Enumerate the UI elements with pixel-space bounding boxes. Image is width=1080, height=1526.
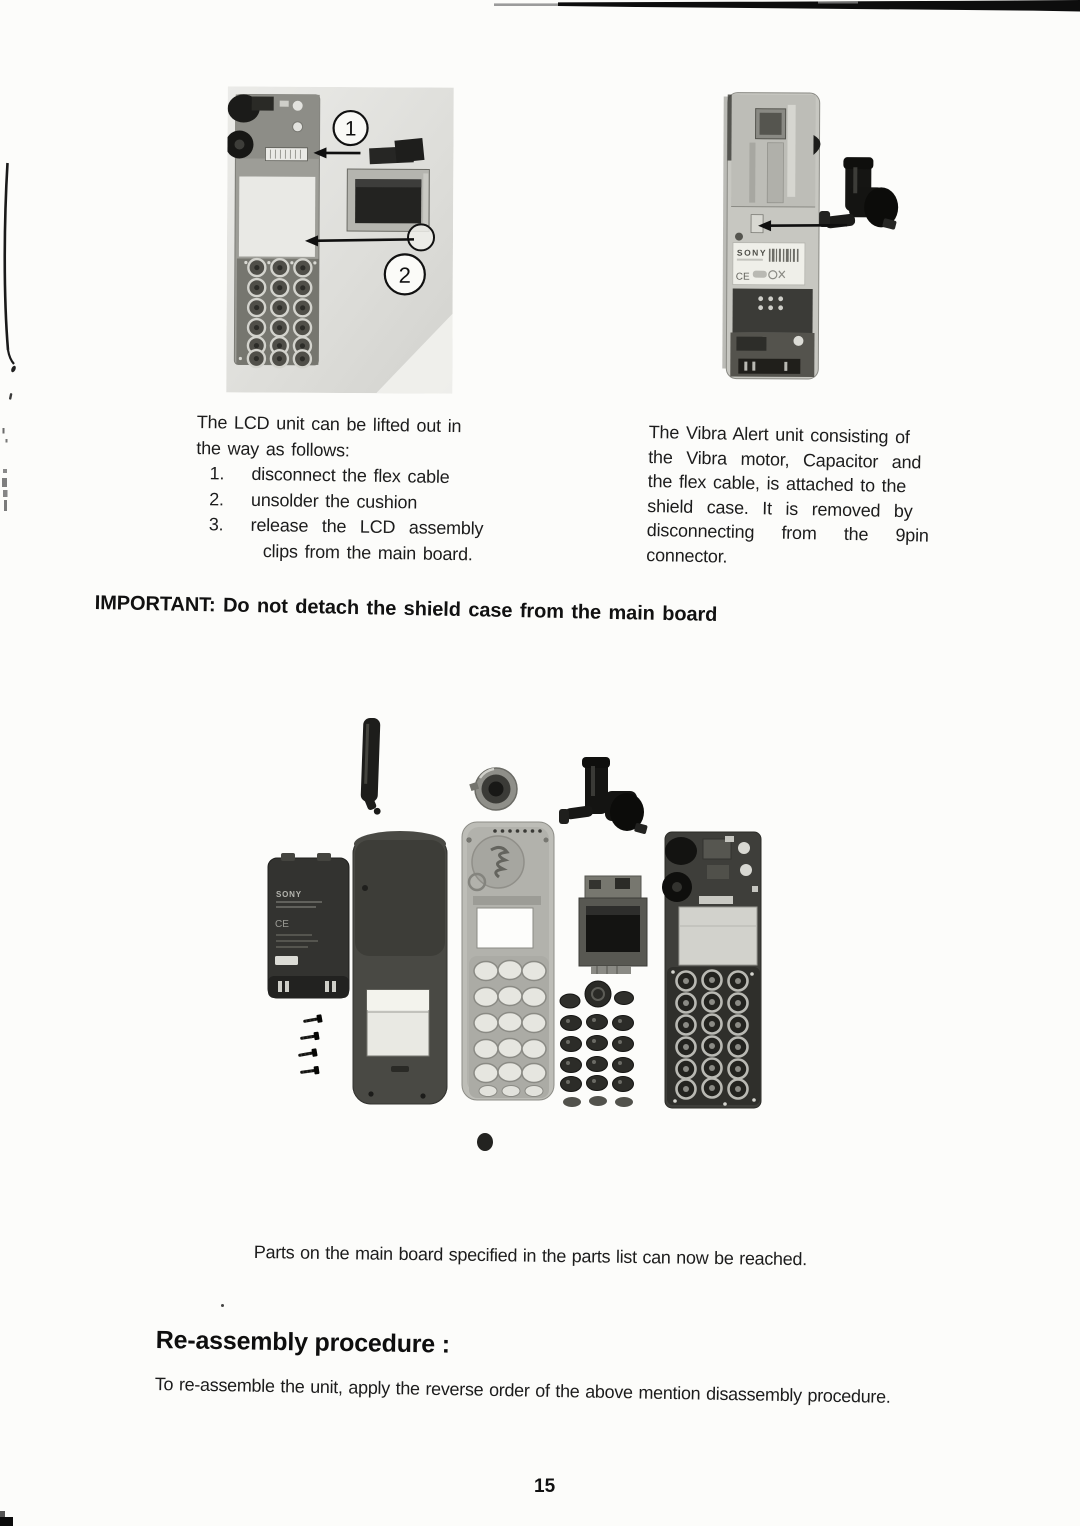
lcd-module [579, 876, 647, 974]
keypad-buttons [560, 981, 634, 1107]
important-note: IMPORTANT: Do not detach the shield case from the main board [94, 592, 718, 626]
front-housing [462, 822, 554, 1151]
callout-1-number: 1 [344, 117, 357, 141]
reassembly-body: To re-assemble the unit, apply the reverse order of the above mention disassembly procedure. [154, 1374, 891, 1407]
brand-text: SONY [736, 247, 768, 258]
battery [268, 853, 349, 998]
speaker [469, 768, 517, 810]
battery-brand-text: SONY [276, 890, 302, 899]
scan-top-edge-artifact [488, 0, 1080, 14]
barcode [769, 249, 799, 262]
lcd-vacated-area [239, 176, 315, 256]
page-number: 15 [534, 1476, 556, 1497]
screws [298, 1014, 323, 1076]
shield-case [679, 907, 757, 965]
ce-mark: CE [735, 271, 750, 283]
flex-cable-connector [265, 148, 307, 161]
lcd-removal-photo [226, 86, 454, 393]
lcd-removal-caption: The LCD unit can be lifted out in the way as follows: 1. disconnect the flex cable 2. unsolder the cushion 3. release the LCD assembly clips from the main board. [194, 411, 484, 564]
vibra-alert-photo [696, 86, 938, 387]
main-board [662, 832, 761, 1108]
battery-bay [732, 289, 812, 333]
callout-2-number: 2 [398, 262, 412, 288]
nine-pin-connector [751, 215, 763, 233]
type-label [733, 243, 805, 285]
keypad-contacts [677, 971, 748, 1099]
antenna [360, 718, 384, 815]
vibra-caption: The Vibra Alert unit consisting of the Vibra motor, Capacitor and the flex cable, is attached to the shield case. It is removed by disconnecting from the 9pin connector. [646, 421, 929, 567]
back-cover [353, 831, 447, 1104]
ink-dot-artifact [221, 1304, 224, 1307]
battery-ce-mark: CE [275, 919, 289, 930]
vibra-unit [819, 157, 898, 230]
phone-back [722, 93, 820, 380]
reassembly-heading: Re-assembly procedure : [155, 1326, 451, 1359]
vibra-unit [559, 757, 648, 834]
mic-button [477, 1133, 493, 1151]
display-opening [477, 908, 533, 948]
scan-left-edge-artifacts [0, 0, 24, 1526]
parts-caption: Parts on the main board specified in the parts list can now be reached. [253, 1242, 807, 1270]
disassembled-parts-photo [255, 690, 883, 1248]
main-board [226, 94, 320, 367]
